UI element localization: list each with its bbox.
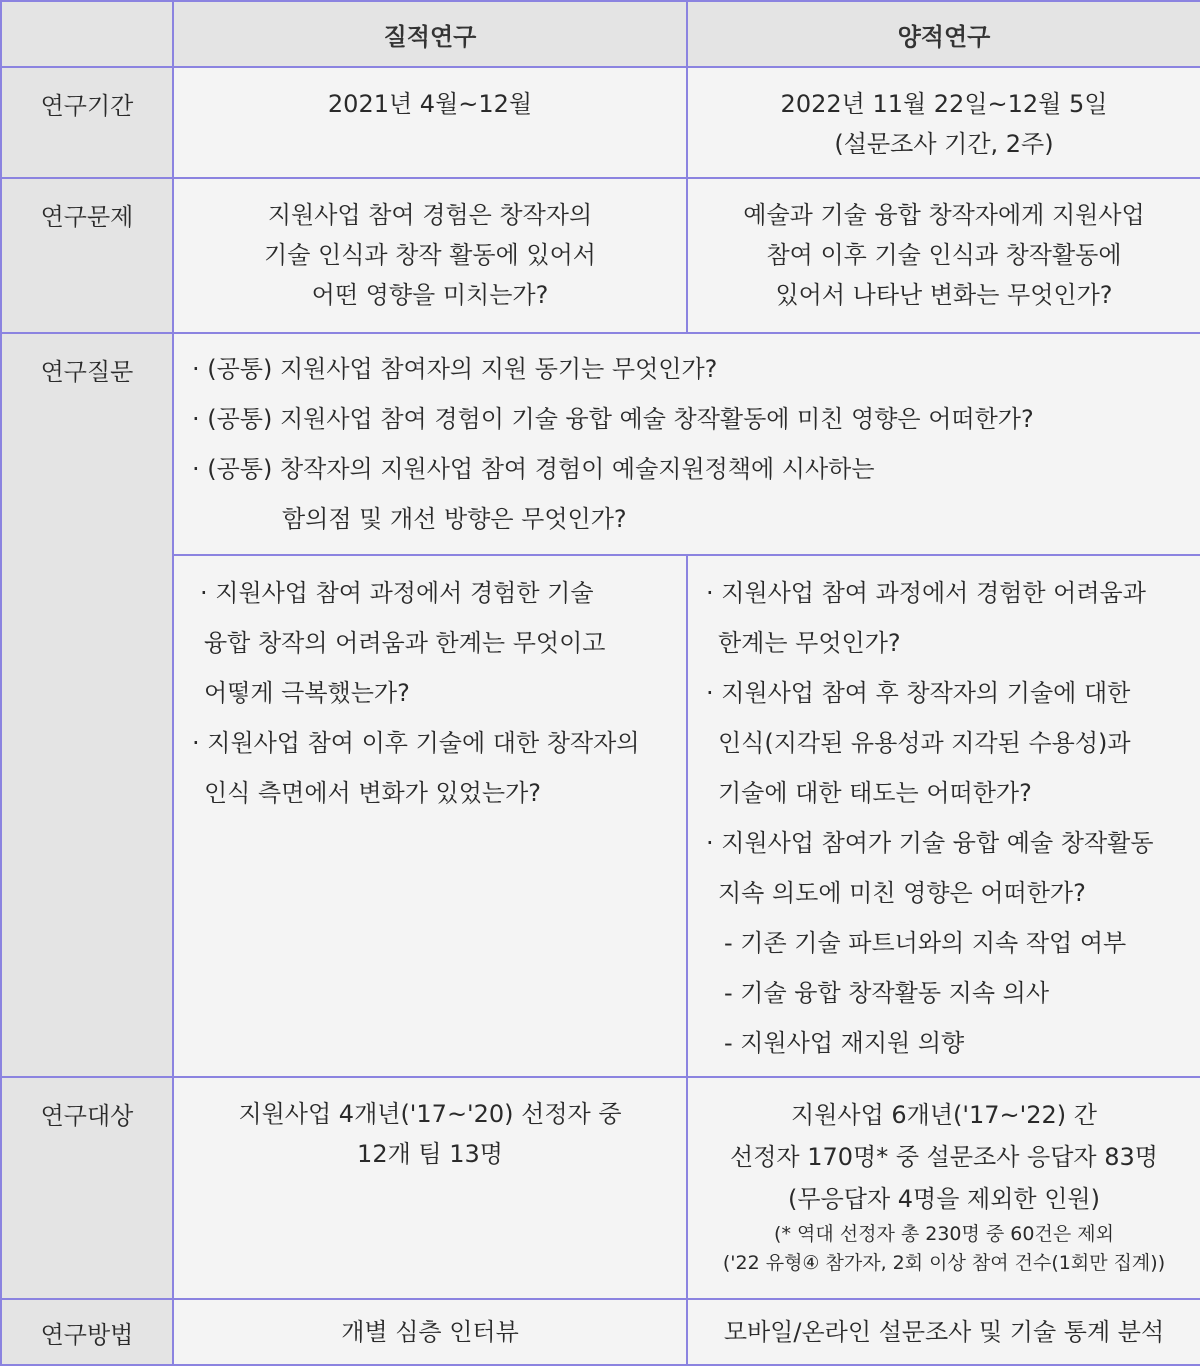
target-quant-line: (무응답자 4명을 제외한 인원) (788, 1185, 1100, 1213)
common-question-continued: 함의점 및 개선 방향은 무엇인가? (282, 505, 627, 533)
method-qualitative: 개별 심층 인터뷰 (173, 1299, 687, 1365)
problem-quant-line: 참여 이후 기술 인식과 창작활동에 (766, 241, 1122, 269)
common-question: · (공통) 지원사업 참여 경험이 기술 융합 예술 창작활동에 미친 영향은 어떠한가? (192, 405, 1034, 433)
period-qualitative (173, 67, 687, 178)
target-quant-note: ('22 유형④ 참가자, 2회 이상 참여 건수(1회만 집계)) (722, 1252, 1166, 1274)
row-problem (1, 178, 1200, 333)
label-problem: 연구문제 (1, 178, 173, 333)
label-questions: 연구질문 (1, 333, 173, 1077)
target-qualitative (173, 1077, 687, 1299)
label-period: 연구기간 (1, 67, 173, 178)
quant-question: · 지원사업 참여 후 창작자의 기술에 대한 (706, 679, 1131, 707)
quant-question: · 지원사업 참여 과정에서 경험한 어려움과 (706, 579, 1146, 607)
quant-sub-item: - 기술 융합 창작활동 지속 의사 (724, 979, 1050, 1007)
header-qualitative: 질적연구 (173, 1, 687, 67)
row-period (1, 67, 1200, 178)
period-qual-text: 2021년 4월~12월 (327, 90, 533, 118)
quant-question-continued: 한계는 무엇인가? (718, 629, 901, 657)
target-quantitative (687, 1077, 1200, 1299)
qual-question: · 지원사업 참여 과정에서 경험한 기술 (200, 579, 594, 607)
target-quant-line: 선정자 170명* 중 설문조사 응답자 83명 (730, 1143, 1158, 1171)
target-qual-line: 12개 팀 13명 (357, 1140, 503, 1168)
row-questions-specific (1, 555, 1200, 1077)
quant-question: · 지원사업 참여가 기술 융합 예술 창작활동 (706, 829, 1154, 857)
problem-qual-line: 어떤 영향을 미치는가? (311, 281, 549, 309)
target-quant-note: (* 역대 선정자 총 230명 중 60건은 제외 (774, 1223, 1114, 1245)
qual-question-continued: 융합 창작의 어려움과 한계는 무엇이고 (204, 629, 606, 657)
corner-cell (1, 1, 173, 67)
quant-sub-item: - 지원사업 재지원 의향 (724, 1029, 965, 1057)
problem-quant-line: 있어서 나타난 변화는 무엇인가? (775, 281, 1113, 309)
target-quant-line: 지원사업 6개년('17~'22) 간 (791, 1101, 1097, 1129)
row-method (1, 1299, 1200, 1365)
quant-question-continued: 지속 의도에 미친 영향은 어떠한가? (718, 879, 1086, 907)
period-quantitative (687, 67, 1200, 178)
problem-quantitative (687, 178, 1200, 333)
quant-question-continued: 기술에 대한 태도는 어떠한가? (718, 779, 1032, 807)
problem-qual-line: 기술 인식과 창작 활동에 있어서 (264, 241, 596, 269)
row-questions-common (1, 333, 1200, 555)
common-question: · (공통) 창작자의 지원사업 참여 경험이 예술지원정책에 시사하는 (192, 455, 875, 483)
label-target: 연구대상 (1, 1077, 173, 1299)
questions-quantitative (687, 555, 1200, 1077)
common-question: · (공통) 지원사업 참여자의 지원 동기는 무엇인가? (192, 355, 718, 383)
header-row (1, 1, 1200, 67)
quant-sub-item: - 기존 기술 파트너와의 지속 작업 여부 (724, 929, 1127, 957)
row-target (1, 1077, 1200, 1299)
qual-question-continued: 인식 측면에서 변화가 있었는가? (204, 779, 542, 807)
target-qual-line: 지원사업 4개년('17~'20) 선정자 중 (238, 1100, 622, 1128)
problem-qual-line: 지원사업 참여 경험은 창작자의 (267, 201, 593, 229)
problem-qualitative (173, 178, 687, 333)
qual-question: · 지원사업 참여 이후 기술에 대한 창작자의 (192, 729, 640, 757)
questions-common (173, 333, 1200, 555)
questions-qualitative (173, 555, 687, 1077)
label-method: 연구방법 (1, 1299, 173, 1365)
problem-quant-line: 예술과 기술 융합 창작자에게 지원사업 (743, 201, 1145, 229)
period-quant-line: (설문조사 기간, 2주) (834, 130, 1054, 158)
method-quantitative: 모바일/온라인 설문조사 및 기술 통계 분석 (687, 1299, 1200, 1365)
quant-question-continued: 인식(지각된 유용성과 지각된 수용성)과 (718, 729, 1131, 757)
qual-question-continued: 어떻게 극복했는가? (204, 679, 410, 707)
header-quantitative: 양적연구 (687, 1, 1200, 67)
period-quant-line: 2022년 11월 22일~12월 5일 (780, 90, 1108, 118)
